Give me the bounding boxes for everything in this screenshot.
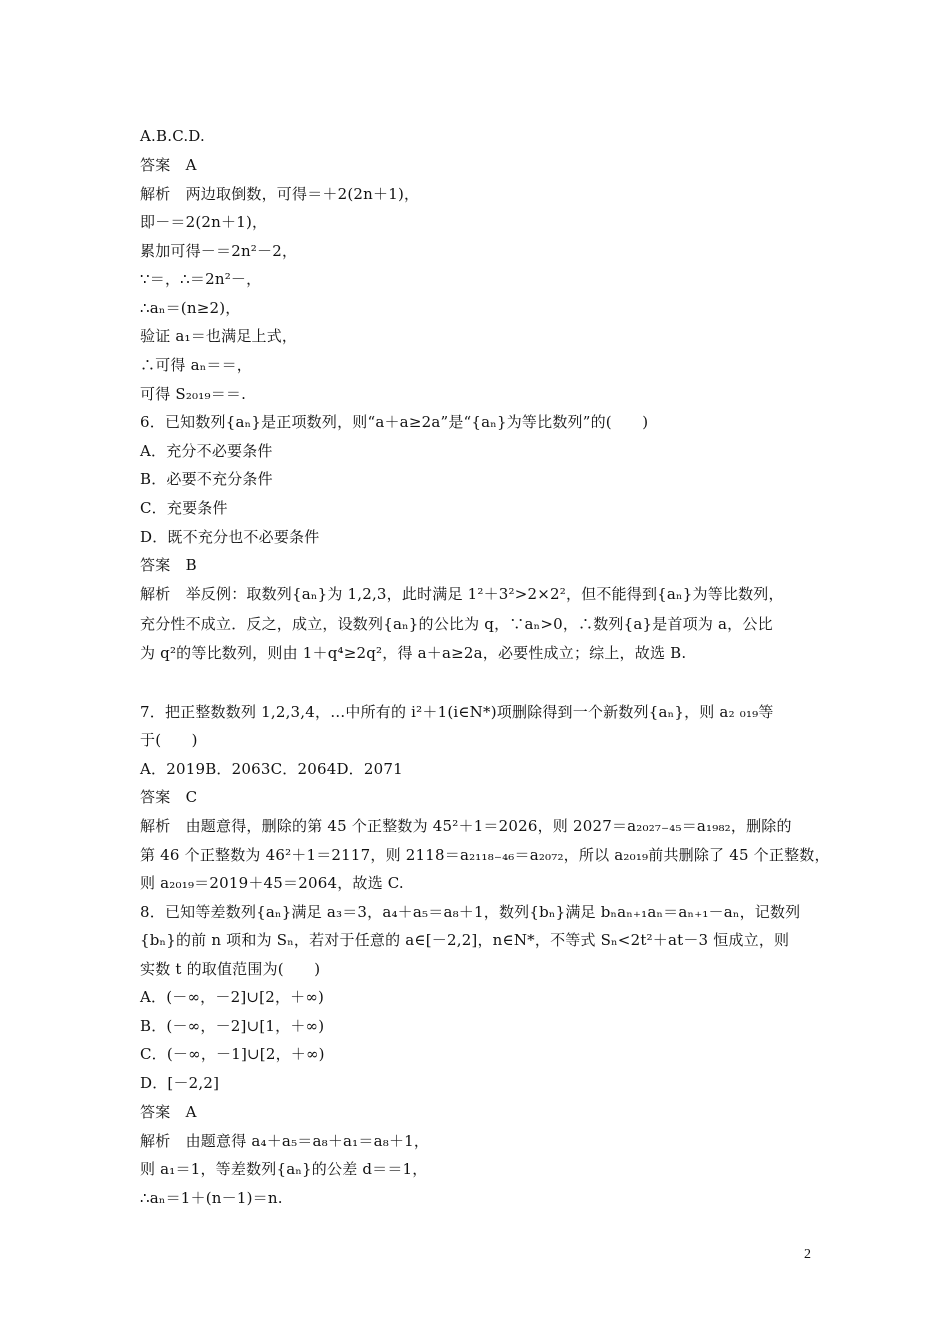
page-number: 2 [804, 1247, 811, 1262]
option-line: B．(－∞，－2]∪[1，＋∞) [140, 1017, 325, 1035]
text-line: 则 a₂₀₁₉＝2019＋45＝2064，故选 C. [140, 874, 404, 892]
text-line: 解析 由题意得 a₄＋a₅＝a₈＋a₁＝a₈＋1， [140, 1132, 430, 1150]
answer-line: 答案 A [140, 1103, 197, 1121]
text-line: 于( ) [140, 731, 198, 749]
option-line: A．(－∞，－2]∪[2，＋∞) [140, 988, 325, 1006]
text-line: ∴aₙ＝1＋(n－1)＝n. [140, 1189, 283, 1207]
text-line: 实数 t 的取值范围为( ) [140, 960, 321, 978]
text-line: 可得 S₂₀₁₉＝＝. [140, 385, 247, 403]
option-line: D．既不充分也不必要条件 [140, 528, 320, 546]
text-line: 解析 两边取倒数，可得＝＋2(2n＋1)， [140, 185, 420, 203]
option-line: C．充要条件 [140, 499, 228, 517]
text-line: ∴aₙ＝(n≥2)， [140, 299, 241, 317]
question-8: 8．已知等差数列{aₙ}满足 a₃＝3，a₄＋a₅＝a₈＋1，数列{bₙ}满足 bₙaₙ₊₁aₙ＝aₙ₊₁－aₙ，记数列 [140, 903, 801, 921]
option-line: B．必要不充分条件 [140, 470, 273, 488]
text-line: {bₙ}的前 n 项和为 Sₙ，若对于任意的 a∈[－2,2]，n∈N*，不等式 Sₙ<2t²＋at－3 恒成立，则 [140, 931, 790, 949]
text-line: 解析 举反例：取数列{aₙ}为 1,2,3，此时满足 1²＋3²>2×2²，但不能得到{aₙ}为等比数列， [140, 585, 784, 603]
text-line: 解析 由题意得，删除的第 45 个正整数为 45²＋1＝2026，则 2027＝a₂₀₂₇₋₄₅＝a₁₉₈₂，删除的 [140, 817, 792, 835]
text-line: 即－＝2(2n＋1)， [140, 213, 268, 231]
option-line: A．2019B．2063C．2064D．2071 [140, 760, 403, 778]
text-line: A.B.C.D. [140, 127, 205, 145]
text-line: 充分性不成立．反之，成立，设数列{aₙ}的公比为 q，∵aₙ>0，∴数列{a}是首项为 a，公比 [140, 615, 773, 633]
answer-line: 答案 C [140, 788, 198, 806]
option-line: A．充分不必要条件 [140, 442, 273, 460]
answer-line: 答案 B [140, 556, 197, 574]
text-line: 则 a₁＝1，等差数列{aₙ}的公差 d＝＝1， [140, 1160, 428, 1178]
option-line: D．[－2,2] [140, 1074, 220, 1092]
question-6: 6．已知数列{aₙ}是正项数列，则“a＋a≥2a”是“{aₙ}为等比数列”的( ) [140, 413, 649, 431]
text-line: ∴可得 aₙ＝＝， [140, 356, 253, 374]
question-7: 7．把正整数数列 1,2,3,4，…中所有的 i²＋1(i∈N*)项删除得到一个新数列{aₙ}，则 a₂ ₀₁₉等 [140, 703, 774, 721]
text-line: 为 q²的等比数列，则由 1＋q⁴≥2q²，得 a＋a≥2a，必要性成立；综上，故选 B. [140, 644, 687, 662]
answer-line: 答案 A [140, 156, 197, 174]
text-line: 验证 a₁＝也满足上式， [140, 327, 298, 345]
text-line: ∵＝，∴＝2n²－， [140, 270, 262, 288]
text-line: 累加可得－＝2n²－2， [140, 242, 298, 260]
text-line: 第 46 个正整数为 46²＋1＝2117，则 2118＝a₂₁₁₈₋₄₆＝a₂₀₇₂，所以 a₂₀₁₉前共删除了 45 个正整数， [140, 846, 830, 864]
option-line: C．(－∞，－1]∪[2，＋∞) [140, 1045, 325, 1063]
